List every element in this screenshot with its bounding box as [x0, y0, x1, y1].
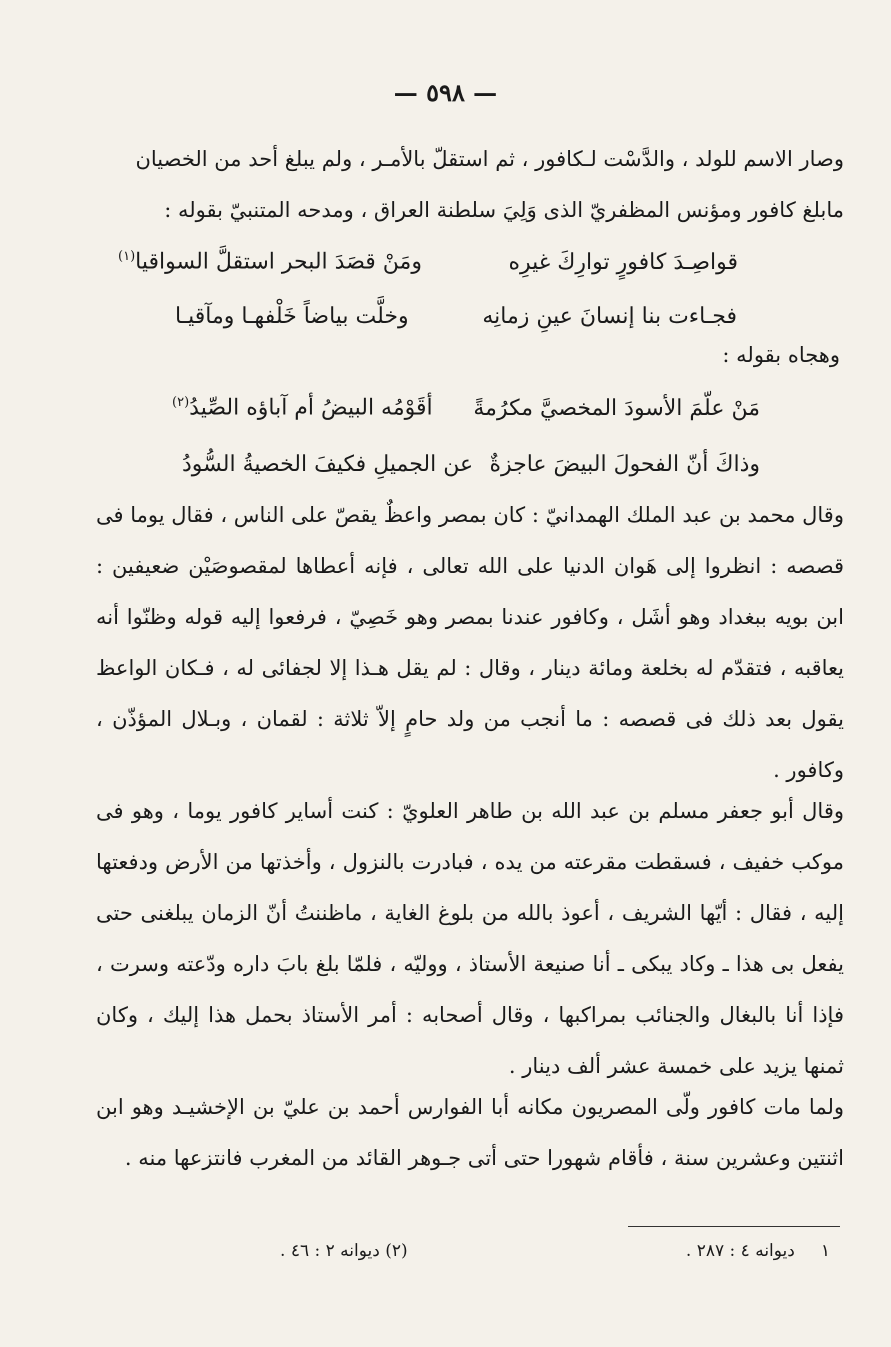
footnote-1-text: ديوانه ٤ : ٢٨٧ .	[685, 1241, 795, 1261]
page-number: — ٥٩٨ —	[393, 78, 498, 107]
verse-second-hemistich: أقَوْمُه البيضُ أم آباؤه الصِّيدُ$^{(٢)}$	[172, 395, 433, 421]
intro-paragraph	[96, 134, 844, 236]
poem-verse	[182, 440, 760, 488]
section-intro	[560, 330, 840, 381]
paragraph-alawi: وقال أبو جعفر مسلم بن عبد الله بن طاهر العلويّ : كنت أساير كافور يوما ، وهو فى موكب خفيف ، فسقطت مقرعته من يده ، فبادرت بالنزول ، وأخذتها من الأرض ودفعتها إليه ، فقال : أيّها الشريف ، أعوذ بالله من بلوغ الغاية ، ماظننتُ أنّ الزمان يبلغنى حتى يفعل بى هذا ـ وكاد يبكى ـ أنا صنيعة الأستاذ ، ووليّه ، فلمّا بلغ بابَ داره ودّعته وسرت ، فإذا أنا بالبغال والجنائب بمراكبها ، وقال أصحابه : أمر الأستاذ بحمل هذا إليك ، وكان ثمنها يزيد على خمسة عشر ألف دينار .	[96, 799, 844, 1078]
verse-first-hemistich: وذاكَ أنّ الفحولَ البيضَ عاجزةٌ	[489, 451, 760, 477]
intro-line: وصار الاسم للولد ، والدَّسْت لـكافور ، ثم استقلّ بالأمـر ، ولم يبلغ أحد من الخصيان	[135, 147, 844, 171]
poem-verse	[118, 238, 738, 286]
paragraph-succession: ولما مات كافور ولّى المصريون مكانه أبا الفوارس أحمد بن عليّ بن الإخشيـد وهو ابن اثنتين وعشرين سنة ، فأقام شهورا حتى أتى جـوهر القائد من المغرب فانتزعها منه .	[96, 1095, 844, 1170]
verse-second-hemistich: وخلَّت بياضاً خَلْفهـا ومآقيـا	[175, 303, 409, 329]
poem-verse	[172, 384, 760, 432]
footnote-marker: (٢)	[172, 395, 190, 411]
verse-second-hemistich: ومَنْ قصَدَ البحر استقلَّ السواقيا$^{(١)}$	[118, 249, 422, 275]
paragraph-hamadani: وقال محمد بن عبد الملك الهمدانيّ : كان بمصر واعظٌ يقصّ على الناس ، فقال يوما فى قصصه : انظروا إلى هَوان الدنيا على الله تعالى ، فإنه أعطاها لمقصوصَيْن ضعيفين : ابن بويه ببغداد وهو أشَل ، وكافور عندنا بمصر وهو خَصِيّ ، فرفعوا إليه قوله وظنّوا أنه يعاقبه ، فتقدّم له بخلعة ومائة دينار ، وقال : لم يقل هـذا إلا لجفائى له ، فـكان الواعظ يقول بعد ذلك فى قصصه : ما أنجب من ولد حامٍ إلاّ ثلاثة : لقمان ، وبـلال المؤذّن ، وكافور .	[96, 503, 844, 782]
verse-second-hemistich: عن الجميلِ فكيفَ الخصيةُ السُّودُ	[182, 451, 474, 477]
footnote-divider	[628, 1226, 840, 1227]
verse-first-hemistich: قواصِـدَ كافورٍ توارِكَ غيرِه	[508, 249, 738, 275]
hija-line: وهجاه بقوله :	[722, 343, 840, 367]
footnote-1-number: ١	[820, 1241, 830, 1261]
footnote-1	[686, 1241, 830, 1261]
footnote-2: (٢) ديوانه ٢ : ٤٦ .	[280, 1241, 408, 1261]
verse-first-hemistich: مَنْ علّمَ الأسودَ المخصيَّ مكرُمةً	[473, 395, 760, 421]
footnotes	[280, 1236, 830, 1266]
footnote-marker: (١)	[118, 249, 136, 265]
intro-line: مابلغ كافور ومؤنس المظفريّ الذى وَلِيَ سلطنة العراق ، ومدحه المتنبيّ بقوله :	[164, 198, 844, 222]
verse-first-hemistich: فجـاءت بنا إنسانَ عينِ زمانِه	[482, 303, 737, 329]
